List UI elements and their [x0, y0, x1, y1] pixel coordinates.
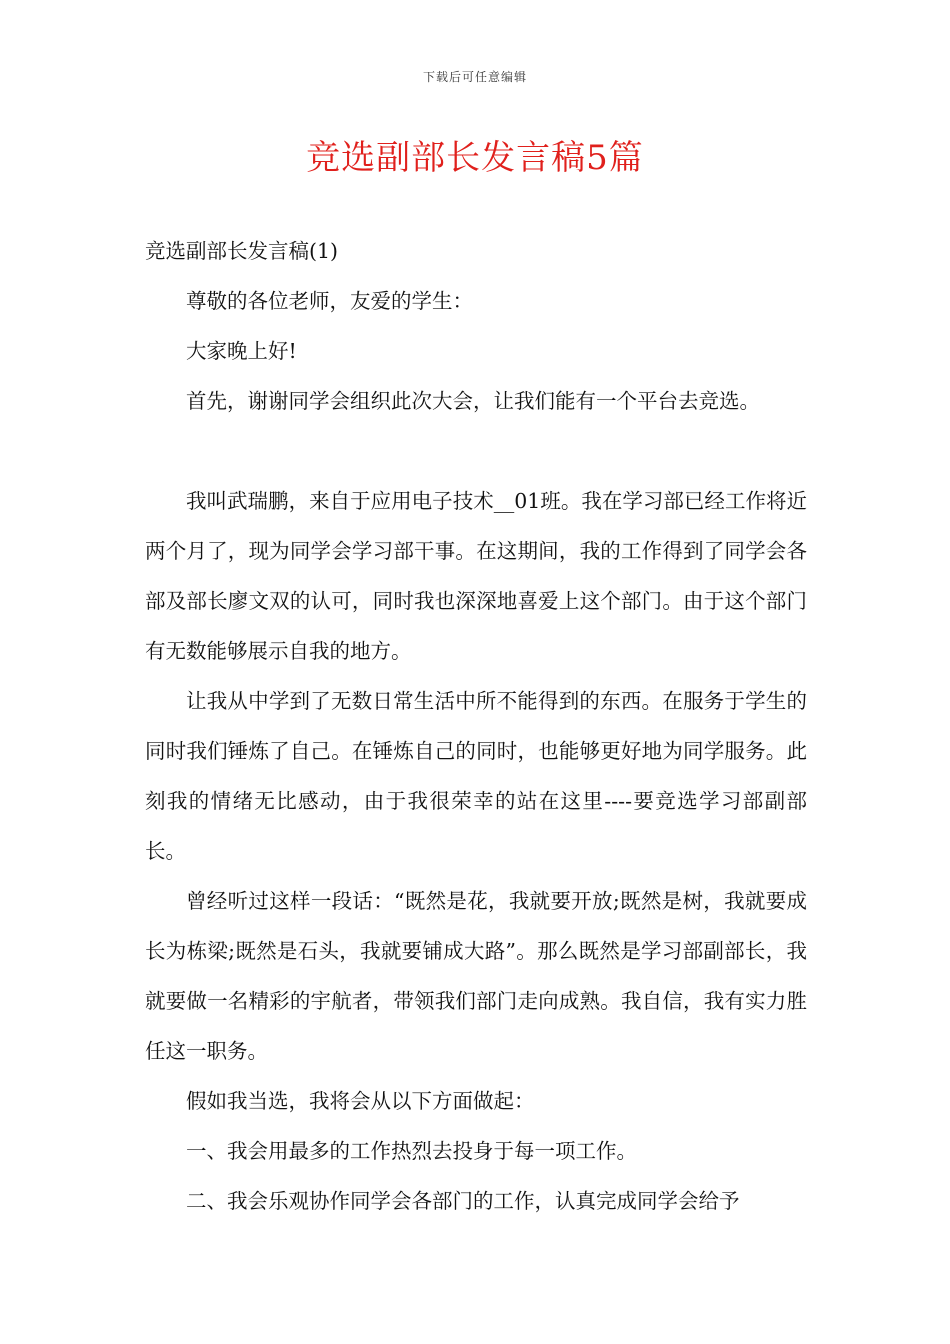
paragraph-introduction: 我叫武瑞鹏，来自于应用电子技术__01班。我在学习部已经工作将近两个月了，现为同学会学习部干事。在这期间，我的工作得到了同学会各部及部长廖文双的认可，同时我也深深地喜爱上这个部门。由于这个部门有无数能够展示自我的地方。	[145, 489, 807, 663]
paragraph-experience: 让我从中学到了无数日常生活中所不能得到的东西。在服务于学生的同时我们锤炼了自己。在锤炼自己的同时，也能够更好地为同学服务。此刻我的情绪无比感动，由于我很荣幸的站在这里----要竞选学习部副部长。	[145, 689, 807, 863]
paragraph-greeting: 尊敬的各位老师，友爱的学生：	[186, 289, 473, 313]
paragraph-plan-item-2: 二、我会乐观协作同学会各部门的工作，认真完成同学会给予	[186, 1189, 740, 1213]
paragraph-plan-item-1: 一、我会用最多的工作热烈去投身于每一项工作。	[186, 1139, 637, 1163]
paragraph-quote: 曾经听过这样一段话：“既然是花，我就要开放;既然是树，我就要成长为栋梁;既然是石头，我就要铺成大路”。那么既然是学习部副部长，我就要做一名精彩的宇航者，带领我们部门走向成熟。我自信，我有实力胜任这一职务。	[145, 889, 807, 1063]
document-title: 竞选副部长发言稿5篇	[306, 138, 644, 178]
paragraph-good-evening: 大家晚上好!	[186, 339, 297, 363]
paragraph-thanks: 首先，谢谢同学会组织此次大会，让我们能有一个平台去竞选。	[186, 389, 760, 413]
section-heading: 竞选副部长发言稿(1)	[145, 239, 339, 263]
paragraph-plan-intro: 假如我当选，我将会从以下方面做起：	[186, 1089, 535, 1113]
header-note: 下载后可任意编辑	[422, 70, 527, 84]
paragraph-spacer	[145, 426, 807, 476]
document-body	[145, 226, 807, 1226]
